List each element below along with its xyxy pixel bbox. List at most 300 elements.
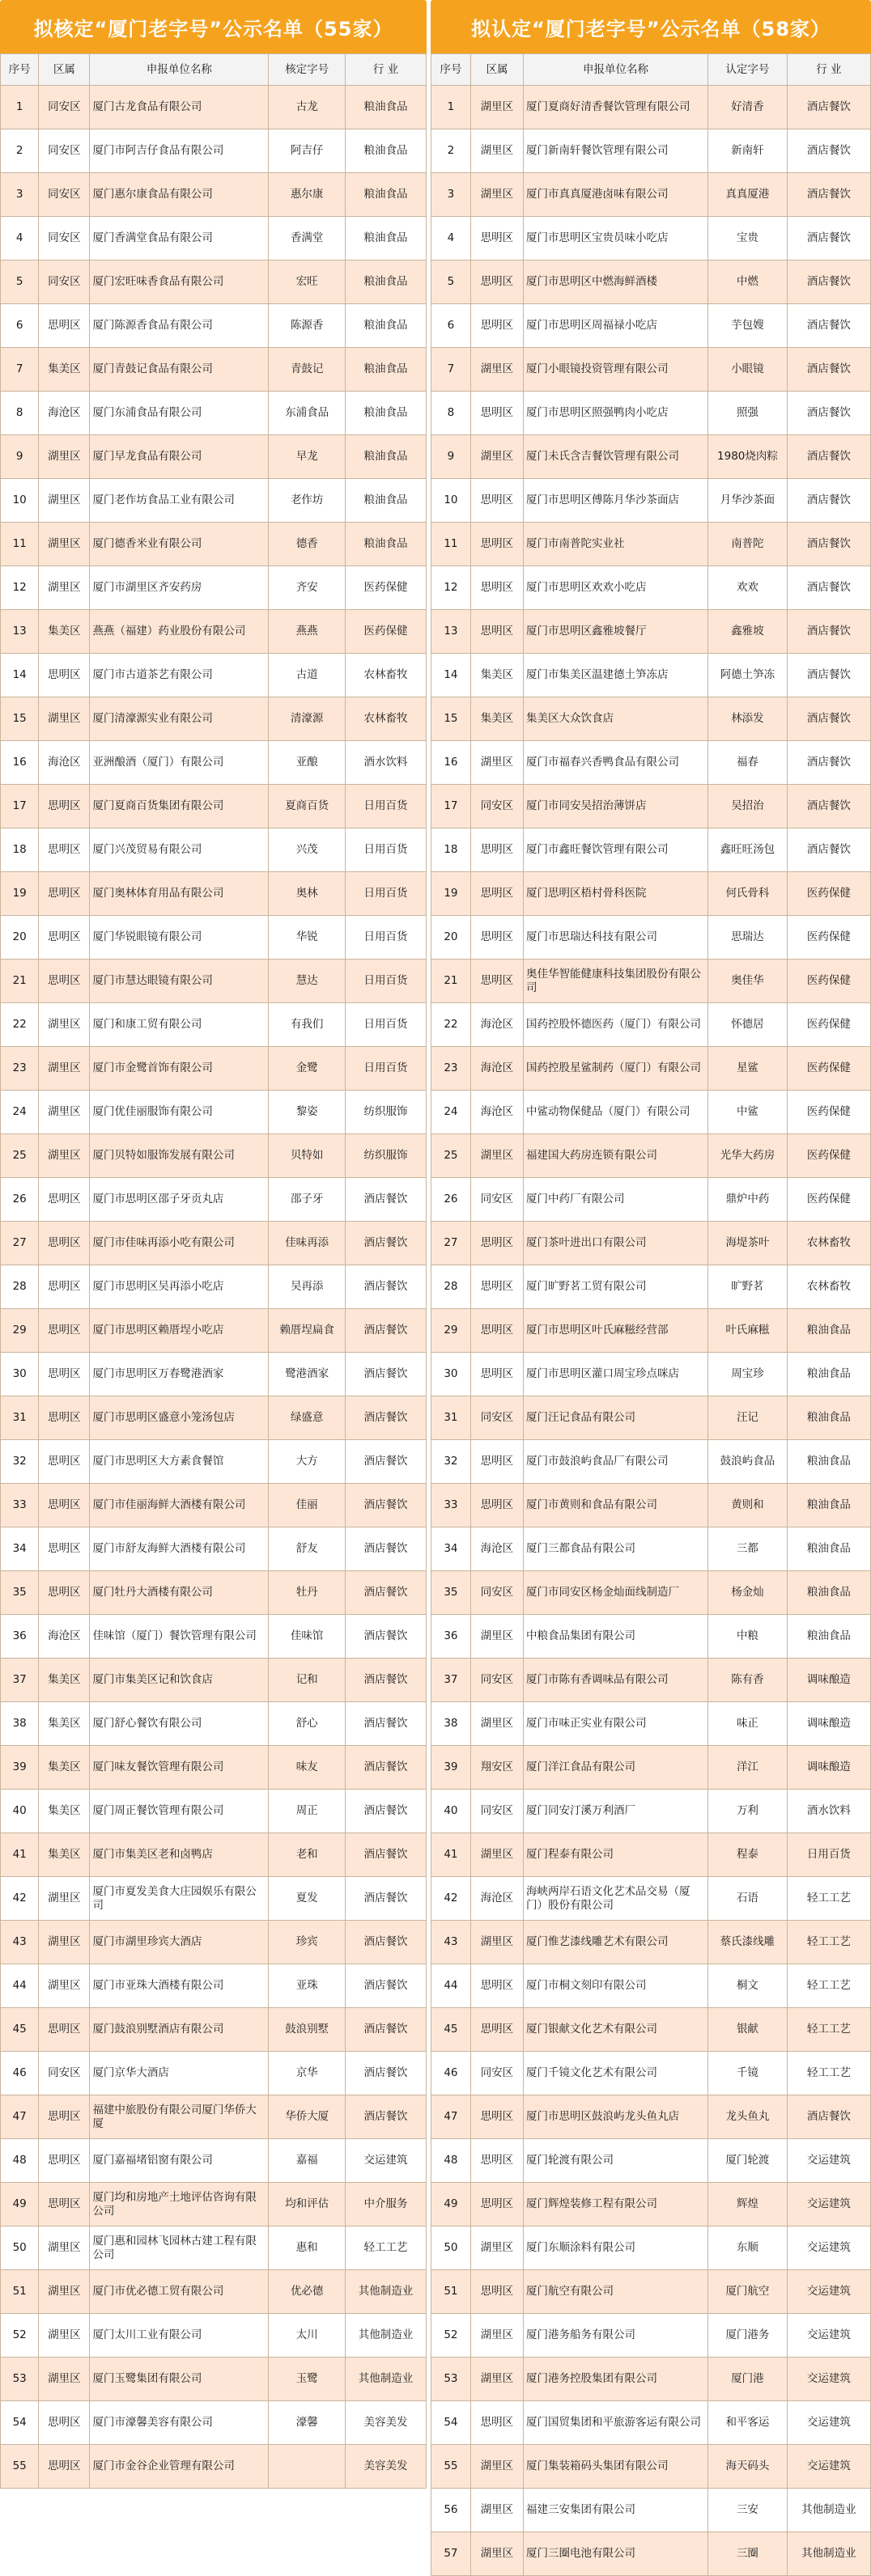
cell-index: 30 bbox=[1, 1353, 39, 1396]
cell-company: 厦门市福春兴香鸭食品有限公司 bbox=[524, 741, 708, 785]
cell-brand: 贝特如 bbox=[269, 1134, 346, 1178]
cell-company: 厦门市集美区老和卤鸭店 bbox=[90, 1833, 269, 1877]
cell-index: 47 bbox=[1, 2095, 39, 2139]
cell-industry: 轻工工艺 bbox=[787, 2008, 870, 2052]
cell-index: 7 bbox=[1, 348, 39, 392]
cell-company: 厦门市思明区照强鸭肉小吃店 bbox=[524, 392, 708, 435]
cell-district: 思明区 bbox=[470, 304, 523, 348]
cell-industry: 酒店餐饮 bbox=[787, 435, 870, 479]
cell-brand: 程泰 bbox=[708, 1833, 788, 1877]
cell-brand: 银献 bbox=[708, 2008, 788, 2052]
cell-company: 厦门市金鹭首饰有限公司 bbox=[90, 1047, 269, 1091]
cell-brand: 兴茂 bbox=[269, 828, 346, 872]
table-row bbox=[1, 2008, 427, 2052]
cell-district: 湖里区 bbox=[470, 2226, 523, 2270]
cell-company: 厦门市味正实业有限公司 bbox=[524, 1702, 708, 1746]
cell-company: 厦门德香米业有限公司 bbox=[90, 523, 269, 566]
cell-index: 36 bbox=[1, 1615, 39, 1659]
cell-district: 海沧区 bbox=[470, 1003, 523, 1047]
table-row bbox=[1, 1134, 427, 1178]
cell-brand: 佳丽 bbox=[269, 1484, 346, 1527]
cell-industry: 酒店餐饮 bbox=[346, 1484, 427, 1527]
table-row bbox=[431, 1833, 871, 1877]
table-row bbox=[431, 1265, 871, 1309]
cell-brand: 奥佳华 bbox=[708, 960, 788, 1003]
cell-index: 12 bbox=[1, 566, 39, 610]
cell-company: 厦门夏商好清香餐饮管理有限公司 bbox=[524, 86, 708, 129]
cell-brand: 好清香 bbox=[708, 86, 788, 129]
cell-company: 厦门航空有限公司 bbox=[524, 2270, 708, 2314]
cell-brand: 味正 bbox=[708, 1702, 788, 1746]
cell-district: 思明区 bbox=[39, 1571, 90, 1615]
table-row bbox=[1, 261, 427, 304]
cell-company: 厦门市思明区欢欢小吃店 bbox=[524, 566, 708, 610]
cell-district: 思明区 bbox=[470, 1222, 523, 1265]
cell-index: 18 bbox=[1, 828, 39, 872]
table-row bbox=[431, 1615, 871, 1659]
cell-brand: 1980烧肉粽 bbox=[708, 435, 788, 479]
cell-company: 厦门汪记食品有限公司 bbox=[524, 1396, 708, 1440]
table-row bbox=[1, 2445, 427, 2489]
table-row bbox=[431, 261, 871, 304]
cell-index: 16 bbox=[431, 741, 471, 785]
cell-brand: 清濠源 bbox=[269, 697, 346, 741]
cell-industry: 酒店餐饮 bbox=[346, 1265, 427, 1309]
cell-industry: 酒店餐饮 bbox=[346, 1833, 427, 1877]
cell-index: 52 bbox=[1, 2314, 39, 2358]
left-header-industry: 行 业 bbox=[346, 54, 427, 86]
cell-district: 思明区 bbox=[470, 2008, 523, 2052]
left-list-table bbox=[0, 53, 427, 2489]
cell-company: 厦门中药厂有限公司 bbox=[524, 1178, 708, 1222]
cell-company: 厦门港务控股集团有限公司 bbox=[524, 2358, 708, 2401]
table-row bbox=[1, 872, 427, 916]
cell-company: 厦门早龙食品有限公司 bbox=[90, 435, 269, 479]
cell-index: 15 bbox=[431, 697, 471, 741]
cell-district: 海沧区 bbox=[470, 1527, 523, 1571]
cell-index: 51 bbox=[1, 2270, 39, 2314]
table-row bbox=[431, 2270, 871, 2314]
cell-industry: 日用百货 bbox=[346, 872, 427, 916]
cell-industry: 日用百货 bbox=[346, 785, 427, 828]
cell-district: 思明区 bbox=[39, 1178, 90, 1222]
table-row bbox=[431, 2489, 871, 2532]
cell-index: 2 bbox=[1, 129, 39, 173]
cell-company: 厦门市思明区灌口周宝珍点咪店 bbox=[524, 1353, 708, 1396]
cell-company: 燕燕（福建）药业股份有限公司 bbox=[90, 610, 269, 654]
cell-company: 厦门同安汀溪万利酒厂 bbox=[524, 1790, 708, 1833]
cell-index: 2 bbox=[431, 129, 471, 173]
cell-industry: 轻工工艺 bbox=[787, 1921, 870, 1964]
table-row bbox=[1, 610, 427, 654]
cell-brand: 中鲨 bbox=[708, 1091, 788, 1134]
left-list-panel bbox=[0, 0, 427, 2485]
cell-company: 厦门香满堂食品有限公司 bbox=[90, 217, 269, 261]
table-row bbox=[1, 2139, 427, 2183]
cell-district: 同安区 bbox=[39, 173, 90, 217]
table-row bbox=[1, 654, 427, 697]
table-row bbox=[1, 2095, 427, 2139]
cell-brand: 厦门航空 bbox=[708, 2270, 788, 2314]
cell-index: 19 bbox=[1, 872, 39, 916]
cell-brand: 鹭港酒家 bbox=[269, 1353, 346, 1396]
cell-index: 46 bbox=[431, 2052, 471, 2095]
table-row bbox=[1, 697, 427, 741]
table-row bbox=[431, 523, 871, 566]
right-table-body bbox=[431, 86, 871, 2576]
table-row bbox=[431, 2226, 871, 2270]
table-row bbox=[431, 479, 871, 523]
cell-industry: 农林畜牧 bbox=[787, 1265, 870, 1309]
cell-index: 25 bbox=[431, 1134, 471, 1178]
cell-index: 42 bbox=[1, 1877, 39, 1921]
cell-industry: 酒店餐饮 bbox=[346, 1790, 427, 1833]
table-row bbox=[1, 479, 427, 523]
cell-index: 54 bbox=[1, 2401, 39, 2445]
table-row bbox=[431, 2358, 871, 2401]
cell-industry: 交运建筑 bbox=[787, 2445, 870, 2489]
cell-company: 厦门市陈有香调味品有限公司 bbox=[524, 1659, 708, 1702]
cell-district: 湖里区 bbox=[39, 2314, 90, 2358]
cell-index: 45 bbox=[1, 2008, 39, 2052]
cell-index: 49 bbox=[1, 2183, 39, 2226]
cell-company: 厦门市阿吉仔食品有限公司 bbox=[90, 129, 269, 173]
cell-district: 湖里区 bbox=[470, 348, 523, 392]
cell-index: 54 bbox=[431, 2401, 471, 2445]
left-header-brand: 核定字号 bbox=[269, 54, 346, 86]
cell-company: 厦门辉煌装修工程有限公司 bbox=[524, 2183, 708, 2226]
cell-industry: 交运建筑 bbox=[346, 2139, 427, 2183]
cell-index: 29 bbox=[1, 1309, 39, 1353]
cell-brand: 石语 bbox=[708, 1877, 788, 1921]
cell-industry: 美容美发 bbox=[346, 2401, 427, 2445]
table-row bbox=[1, 1833, 427, 1877]
cell-industry: 酒店餐饮 bbox=[787, 697, 870, 741]
cell-brand: 惠和 bbox=[269, 2226, 346, 2270]
cell-index: 24 bbox=[1, 1091, 39, 1134]
cell-index: 6 bbox=[431, 304, 471, 348]
cell-industry: 酒店餐饮 bbox=[346, 1877, 427, 1921]
cell-company: 福建中旅股份有限公司厦门华侨大厦 bbox=[90, 2095, 269, 2139]
cell-industry: 酒店餐饮 bbox=[346, 1353, 427, 1396]
cell-company: 厦门市湖里珍宾大酒店 bbox=[90, 1921, 269, 1964]
cell-brand: 东浦食品 bbox=[269, 392, 346, 435]
table-row bbox=[431, 2139, 871, 2183]
cell-industry: 酒店餐饮 bbox=[346, 1178, 427, 1222]
cell-district: 思明区 bbox=[470, 217, 523, 261]
cell-district: 思明区 bbox=[470, 392, 523, 435]
cell-industry: 纺织服饰 bbox=[346, 1134, 427, 1178]
right-header-index: 序号 bbox=[431, 54, 471, 86]
cell-index: 39 bbox=[431, 1746, 471, 1790]
table-row bbox=[431, 1921, 871, 1964]
right-header-row bbox=[431, 54, 871, 86]
table-row bbox=[1, 304, 427, 348]
cell-index: 38 bbox=[431, 1702, 471, 1746]
cell-index: 36 bbox=[431, 1615, 471, 1659]
cell-industry: 粮油食品 bbox=[346, 479, 427, 523]
table-row bbox=[1, 523, 427, 566]
left-header-row bbox=[1, 54, 427, 86]
cell-brand bbox=[269, 2445, 346, 2489]
cell-company: 厦门东顺涂料有限公司 bbox=[524, 2226, 708, 2270]
cell-company: 厦门市集美区记和饮食店 bbox=[90, 1659, 269, 1702]
cell-company: 厦门茶叶进出口有限公司 bbox=[524, 1222, 708, 1265]
cell-brand: 赖厝埕扁食 bbox=[269, 1309, 346, 1353]
cell-district: 思明区 bbox=[39, 785, 90, 828]
cell-company: 国药控股怀德医药（厦门）有限公司 bbox=[524, 1003, 708, 1047]
cell-district: 思明区 bbox=[39, 2095, 90, 2139]
cell-index: 33 bbox=[431, 1484, 471, 1527]
cell-company: 厦门优佳丽服饰有限公司 bbox=[90, 1091, 269, 1134]
table-row bbox=[1, 1527, 427, 1571]
cell-district: 湖里区 bbox=[470, 2358, 523, 2401]
cell-index: 56 bbox=[431, 2489, 471, 2532]
cell-company: 厦门市鑫旺餐饮管理有限公司 bbox=[524, 828, 708, 872]
cell-district: 思明区 bbox=[39, 1222, 90, 1265]
cell-district: 同安区 bbox=[470, 1659, 523, 1702]
cell-company: 厦门兴茂贸易有限公司 bbox=[90, 828, 269, 872]
cell-brand: 绿盛意 bbox=[269, 1396, 346, 1440]
cell-industry: 粮油食品 bbox=[346, 523, 427, 566]
cell-industry: 酒水饮料 bbox=[787, 1790, 870, 1833]
cell-industry: 酒店餐饮 bbox=[346, 1702, 427, 1746]
cell-industry: 酒店餐饮 bbox=[346, 1659, 427, 1702]
cell-brand: 欢欢 bbox=[708, 566, 788, 610]
cell-index: 13 bbox=[1, 610, 39, 654]
cell-industry: 美容美发 bbox=[346, 2445, 427, 2489]
cell-industry: 粮油食品 bbox=[346, 392, 427, 435]
cell-district: 思明区 bbox=[470, 566, 523, 610]
cell-district: 思明区 bbox=[470, 1440, 523, 1484]
cell-index: 22 bbox=[1, 1003, 39, 1047]
cell-index: 19 bbox=[431, 872, 471, 916]
cell-company: 厦门市思明区鼓浪屿龙头鱼丸店 bbox=[524, 2095, 708, 2139]
cell-district: 思明区 bbox=[39, 1353, 90, 1396]
cell-industry: 酒店餐饮 bbox=[346, 1222, 427, 1265]
cell-brand: 夏发 bbox=[269, 1877, 346, 1921]
cell-district: 湖里区 bbox=[470, 1833, 523, 1877]
cell-district: 思明区 bbox=[39, 654, 90, 697]
table-row bbox=[1, 1659, 427, 1702]
cell-company: 厦门市思明区万春鹭港酒家 bbox=[90, 1353, 269, 1396]
cell-company: 厦门市思明区叶氏麻糍经营部 bbox=[524, 1309, 708, 1353]
cell-district: 思明区 bbox=[470, 610, 523, 654]
cell-company: 厦门集装箱码头集团有限公司 bbox=[524, 2445, 708, 2489]
cell-district: 翔安区 bbox=[470, 1746, 523, 1790]
table-row bbox=[431, 828, 871, 872]
cell-company: 厦门市桐文刻印有限公司 bbox=[524, 1964, 708, 2008]
table-row bbox=[431, 1527, 871, 1571]
cell-industry: 粮油食品 bbox=[346, 129, 427, 173]
cell-index: 11 bbox=[431, 523, 471, 566]
cell-index: 8 bbox=[431, 392, 471, 435]
cell-industry: 交运建筑 bbox=[787, 2270, 870, 2314]
table-row bbox=[431, 173, 871, 217]
cell-index: 53 bbox=[431, 2358, 471, 2401]
cell-company: 厦门周正餐饮管理有限公司 bbox=[90, 1790, 269, 1833]
cell-district: 同安区 bbox=[470, 1396, 523, 1440]
table-row bbox=[431, 1702, 871, 1746]
cell-industry: 医药保健 bbox=[787, 1134, 870, 1178]
table-row bbox=[1, 1353, 427, 1396]
cell-district: 同安区 bbox=[39, 86, 90, 129]
cell-index: 5 bbox=[431, 261, 471, 304]
cell-brand: 思瑞达 bbox=[708, 916, 788, 960]
cell-index: 22 bbox=[431, 1003, 471, 1047]
cell-company: 厦门市思瑞达科技有限公司 bbox=[524, 916, 708, 960]
cell-company: 厦门夏商百货集团有限公司 bbox=[90, 785, 269, 828]
cell-brand: 黎姿 bbox=[269, 1091, 346, 1134]
cell-brand: 鑫旺旺汤包 bbox=[708, 828, 788, 872]
cell-brand: 舒友 bbox=[269, 1527, 346, 1571]
right-header-brand: 认定字号 bbox=[708, 54, 788, 86]
cell-company: 厦门市思明区傅陈月华沙茶面店 bbox=[524, 479, 708, 523]
table-row bbox=[431, 785, 871, 828]
cell-brand: 吴招治 bbox=[708, 785, 788, 828]
cell-company: 厦门市舒友海鲜大酒楼有限公司 bbox=[90, 1527, 269, 1571]
cell-industry: 日用百货 bbox=[346, 916, 427, 960]
table-row bbox=[431, 2445, 871, 2489]
table-row bbox=[1, 960, 427, 1003]
cell-company: 厦门市亚珠大酒楼有限公司 bbox=[90, 1964, 269, 2008]
cell-district: 思明区 bbox=[39, 304, 90, 348]
cell-brand: 林添发 bbox=[708, 697, 788, 741]
cell-brand: 鑫雅坡 bbox=[708, 610, 788, 654]
table-row bbox=[431, 2052, 871, 2095]
cell-index: 26 bbox=[431, 1178, 471, 1222]
cell-index: 10 bbox=[1, 479, 39, 523]
cell-brand: 厦门港务 bbox=[708, 2314, 788, 2358]
cell-index: 21 bbox=[431, 960, 471, 1003]
cell-company: 厦门华锐眼镜有限公司 bbox=[90, 916, 269, 960]
left-header-company: 申报单位名称 bbox=[90, 54, 269, 86]
cell-index: 34 bbox=[431, 1527, 471, 1571]
cell-industry: 医药保健 bbox=[787, 1047, 870, 1091]
cell-brand: 新南轩 bbox=[708, 129, 788, 173]
cell-district: 思明区 bbox=[39, 872, 90, 916]
cell-index: 25 bbox=[1, 1134, 39, 1178]
cell-industry: 中介服务 bbox=[346, 2183, 427, 2226]
table-row bbox=[1, 2226, 427, 2270]
cell-brand: 海堤茶叶 bbox=[708, 1222, 788, 1265]
right-list-table bbox=[431, 53, 871, 2576]
cell-company: 厦门惠和园林飞园林古建工程有限公司 bbox=[90, 2226, 269, 2270]
cell-industry: 粮油食品 bbox=[787, 1484, 870, 1527]
cell-district: 湖里区 bbox=[39, 1921, 90, 1964]
cell-company: 厦门市古道茶艺有限公司 bbox=[90, 654, 269, 697]
cell-index: 1 bbox=[431, 86, 471, 129]
cell-index: 12 bbox=[431, 566, 471, 610]
cell-district: 思明区 bbox=[470, 261, 523, 304]
cell-district: 思明区 bbox=[470, 1484, 523, 1527]
right-header-company: 申报单位名称 bbox=[524, 54, 708, 86]
cell-district: 湖里区 bbox=[39, 1047, 90, 1091]
cell-district: 同安区 bbox=[470, 1571, 523, 1615]
cell-industry: 交运建筑 bbox=[787, 2226, 870, 2270]
table-row bbox=[1, 1615, 427, 1659]
cell-district: 思明区 bbox=[39, 1484, 90, 1527]
cell-index: 28 bbox=[431, 1265, 471, 1309]
cell-district: 海沧区 bbox=[470, 1091, 523, 1134]
cell-brand: 老和 bbox=[269, 1833, 346, 1877]
cell-company: 厦门港务船务有限公司 bbox=[524, 2314, 708, 2358]
cell-index: 31 bbox=[1, 1396, 39, 1440]
cell-district: 思明区 bbox=[470, 960, 523, 1003]
cell-company: 厦门鼓浪别墅酒店有限公司 bbox=[90, 2008, 269, 2052]
cell-industry: 酒店餐饮 bbox=[346, 2008, 427, 2052]
cell-index: 5 bbox=[1, 261, 39, 304]
table-row bbox=[1, 2401, 427, 2445]
cell-company: 海峡两岸石语文化艺术品交易（厦门）股份有限公司 bbox=[524, 1877, 708, 1921]
cell-district: 思明区 bbox=[470, 1309, 523, 1353]
cell-brand: 优必德 bbox=[269, 2270, 346, 2314]
cell-index: 51 bbox=[431, 2270, 471, 2314]
cell-brand: 牡丹 bbox=[269, 1571, 346, 1615]
cell-company: 厦门千镜文化艺术有限公司 bbox=[524, 2052, 708, 2095]
cell-district: 思明区 bbox=[39, 1309, 90, 1353]
cell-index: 48 bbox=[1, 2139, 39, 2183]
cell-company: 厦门牡丹大酒楼有限公司 bbox=[90, 1571, 269, 1615]
cell-index: 27 bbox=[431, 1222, 471, 1265]
cell-district: 思明区 bbox=[39, 1265, 90, 1309]
cell-brand: 厦门港 bbox=[708, 2358, 788, 2401]
table-row bbox=[1, 1746, 427, 1790]
cell-district: 同安区 bbox=[470, 1790, 523, 1833]
cell-brand: 濠馨 bbox=[269, 2401, 346, 2445]
cell-industry: 酒店餐饮 bbox=[346, 1440, 427, 1484]
cell-industry: 医药保健 bbox=[787, 960, 870, 1003]
table-row bbox=[1, 1309, 427, 1353]
cell-index: 49 bbox=[431, 2183, 471, 2226]
table-row bbox=[1, 217, 427, 261]
cell-brand: 三安 bbox=[708, 2489, 788, 2532]
cell-brand: 海天码头 bbox=[708, 2445, 788, 2489]
right-header-industry: 行 业 bbox=[787, 54, 870, 86]
cell-index: 45 bbox=[431, 2008, 471, 2052]
cell-industry: 医药保健 bbox=[787, 1178, 870, 1222]
cell-brand: 均和评估 bbox=[269, 2183, 346, 2226]
cell-industry: 酒店餐饮 bbox=[787, 261, 870, 304]
cell-brand: 燕燕 bbox=[269, 610, 346, 654]
cell-industry: 酒店餐饮 bbox=[787, 479, 870, 523]
table-row bbox=[1, 1921, 427, 1964]
cell-index: 32 bbox=[431, 1440, 471, 1484]
cell-index: 23 bbox=[1, 1047, 39, 1091]
cell-company: 厦门惟艺漆线雕艺术有限公司 bbox=[524, 1921, 708, 1964]
cell-company: 厦门贝特如服饰发展有限公司 bbox=[90, 1134, 269, 1178]
cell-index: 41 bbox=[1, 1833, 39, 1877]
cell-index: 35 bbox=[1, 1571, 39, 1615]
cell-brand: 周宝珍 bbox=[708, 1353, 788, 1396]
cell-brand: 阿吉仔 bbox=[269, 129, 346, 173]
cell-brand: 亚酿 bbox=[269, 741, 346, 785]
table-row bbox=[431, 2314, 871, 2358]
cell-brand: 鼓浪屿食品 bbox=[708, 1440, 788, 1484]
cell-company: 厦门市湖里区齐安药房 bbox=[90, 566, 269, 610]
cell-industry: 酒店餐饮 bbox=[787, 523, 870, 566]
cell-industry: 粮油食品 bbox=[787, 1309, 870, 1353]
cell-industry: 日用百货 bbox=[346, 828, 427, 872]
cell-index: 50 bbox=[1, 2226, 39, 2270]
cell-industry: 酒店餐饮 bbox=[346, 1615, 427, 1659]
cell-brand: 京华 bbox=[269, 2052, 346, 2095]
cell-index: 14 bbox=[431, 654, 471, 697]
cell-brand: 厦门轮渡 bbox=[708, 2139, 788, 2183]
cell-brand: 嘉福 bbox=[269, 2139, 346, 2183]
cell-index: 44 bbox=[1, 1964, 39, 2008]
cell-industry: 医药保健 bbox=[787, 916, 870, 960]
